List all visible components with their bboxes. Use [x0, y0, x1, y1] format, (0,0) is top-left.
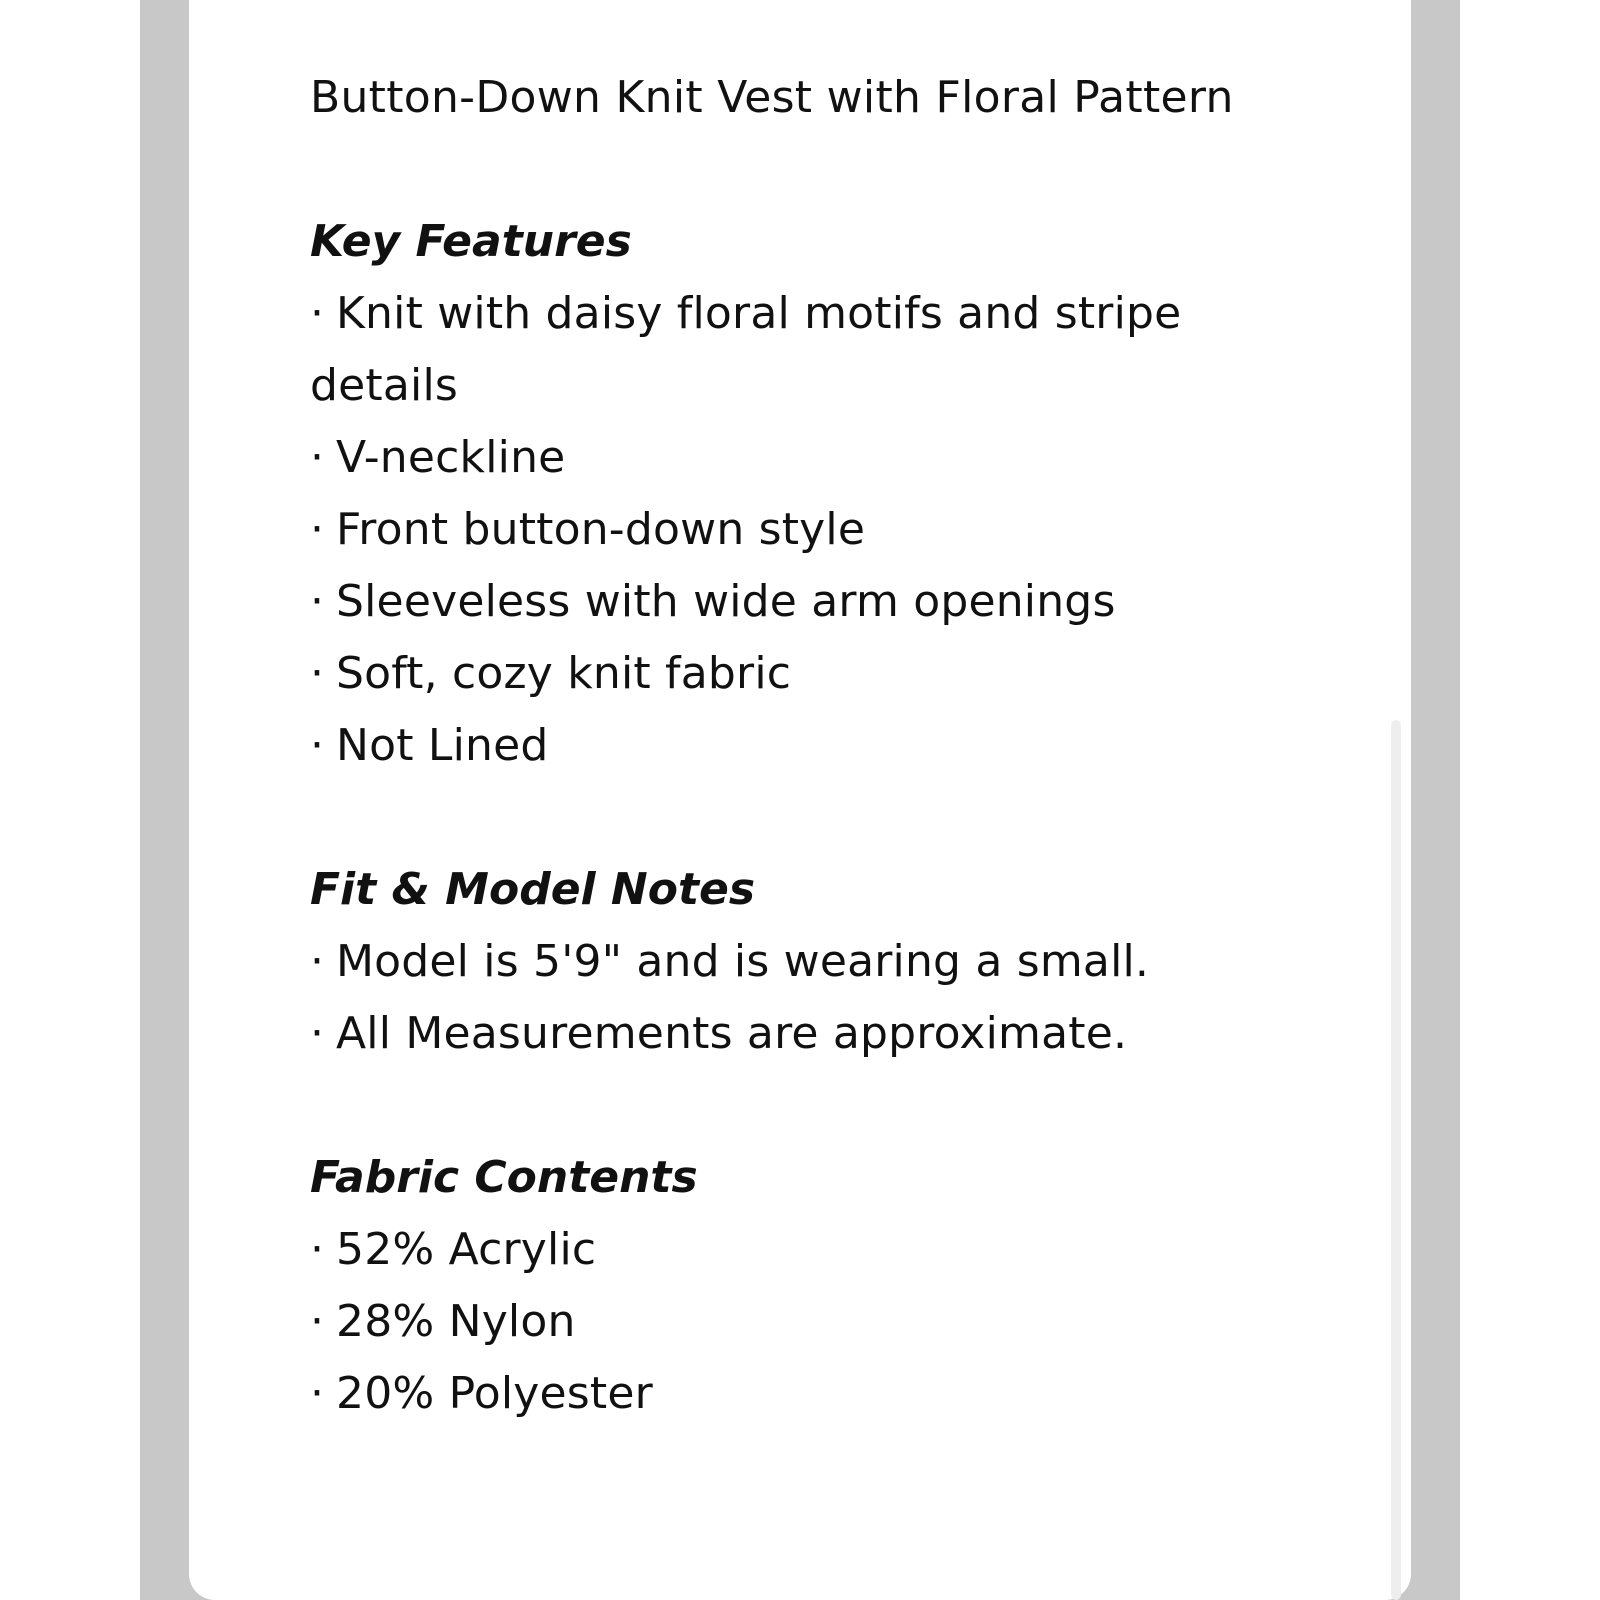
description-card: [189, 0, 1411, 1600]
scrollbar[interactable]: [1391, 720, 1401, 1600]
bullet-dot: ·: [310, 1008, 325, 1059]
list-item: · 20% Polyester: [310, 1358, 1270, 1430]
key-features-list: [310, 278, 1270, 782]
product-title: Button-Down Knit Vest with Floral Pattern: [310, 72, 1234, 123]
bullet-dot: ·: [310, 1368, 325, 1419]
bullet-dot: ·: [310, 576, 325, 627]
list-item: · Sleeveless with wide arm openings: [310, 566, 1270, 638]
bullet-dot: ·: [310, 288, 325, 339]
list-item: · 28% Nylon: [310, 1286, 1270, 1358]
list-item: · Front button-down style: [310, 494, 1270, 566]
bullet-dot: ·: [310, 432, 325, 483]
list-item: · All Measurements are approximate.: [310, 998, 1270, 1070]
bullet-dot: ·: [310, 648, 325, 699]
bullet-dot: ·: [310, 936, 325, 987]
list-item: · V-neckline: [310, 422, 1270, 494]
list-item: · 52% Acrylic: [310, 1214, 1270, 1286]
list-item: · Not Lined: [310, 710, 1270, 782]
product-description: [310, 62, 1270, 1430]
key-features-heading: Key Features: [310, 216, 632, 267]
fabric-contents-heading: Fabric Contents: [310, 1152, 698, 1203]
fit-notes-list: [310, 926, 1270, 1070]
bullet-dot: ·: [310, 1296, 325, 1347]
list-item: · Model is 5'9" and is wearing a small.: [310, 926, 1270, 998]
list-item: · Knit with daisy floral motifs and stripe details: [310, 278, 1270, 422]
bullet-dot: ·: [310, 504, 325, 555]
bullet-dot: ·: [310, 1224, 325, 1275]
fit-notes-heading: Fit & Model Notes: [310, 864, 756, 915]
list-item: · Soft, cozy knit fabric: [310, 638, 1270, 710]
fabric-contents-list: [310, 1214, 1270, 1430]
bullet-dot: ·: [310, 720, 325, 771]
